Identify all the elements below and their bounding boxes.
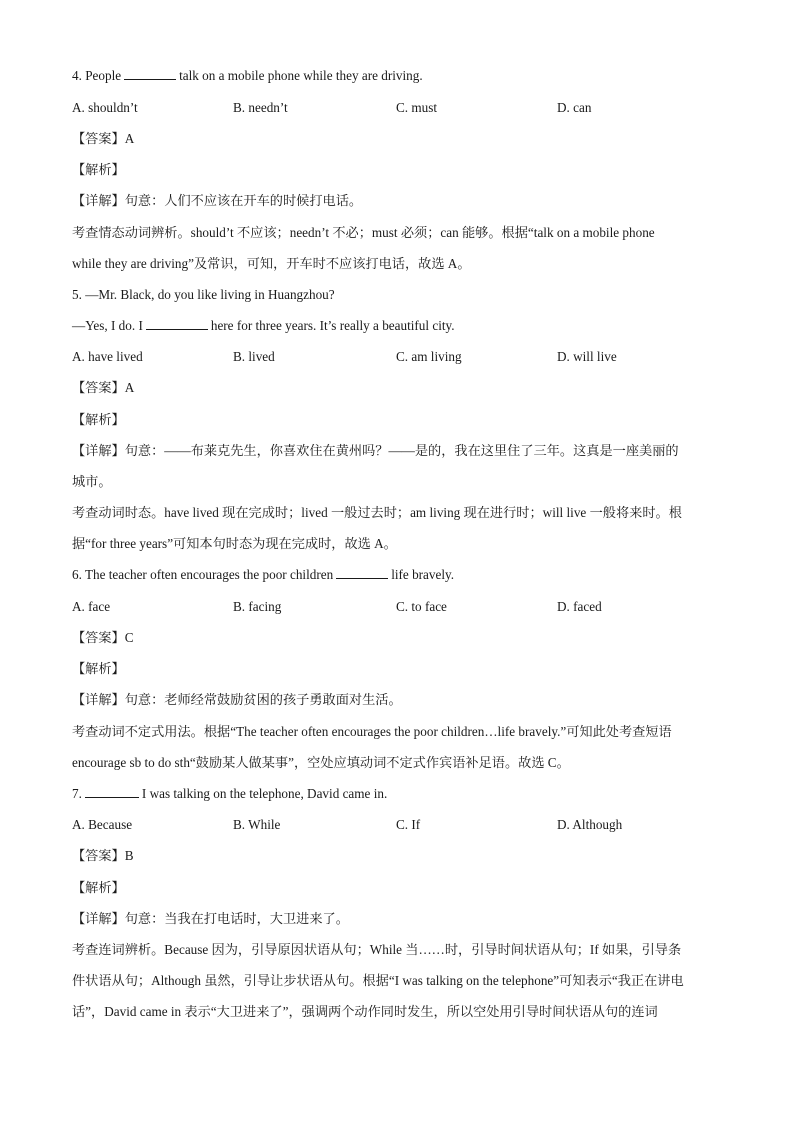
- stem-text: —Yes, I do. I: [72, 318, 143, 333]
- stem-text: life bravely.: [391, 567, 455, 582]
- option-d: D. can: [557, 100, 592, 115]
- option-a: A. have lived: [72, 349, 143, 364]
- explain-line: 考查动词时态。have lived 现在完成时；lived 一般过去时；am living 现在进行时；will live 一般将来时。根: [72, 505, 682, 520]
- answer-blank: [124, 68, 176, 80]
- question-6-stem: [72, 567, 454, 583]
- option-b: B. lived: [233, 349, 275, 364]
- answer-line: 【答案】A: [72, 131, 135, 146]
- explain-line: 件状语从句；Although 虽然，引导让步状语从句。根据“I was talking on the telephone”可知表示“我正在讲电: [72, 973, 684, 988]
- detail-line: 【详解】句意：——布莱克先生，你喜欢住在黄州吗？——是的，我在这里住了三年。这真是一座美丽的: [72, 443, 679, 458]
- stem-text: 6. The teacher often encourages the poor children: [72, 567, 334, 582]
- analysis-heading: 【解析】: [72, 661, 125, 676]
- stem-text: I was talking on the telephone, David came in.: [141, 786, 388, 801]
- analysis-heading: 【解析】: [72, 412, 125, 427]
- option-d: D. will live: [557, 349, 617, 364]
- explain-line: 考查连词辨析。Because 因为，引导原因状语从句；While 当……时，引导时间状语从句；If 如果，引导条: [72, 942, 682, 957]
- detail-line: 【详解】句意：当我在打电话时，大卫进来了。: [72, 911, 349, 926]
- answer-line: 【答案】C: [72, 630, 134, 645]
- question-7-stem: [72, 786, 387, 802]
- option-d: D. faced: [557, 599, 602, 614]
- explain-line: encourage sb to do sth“鼓励某人做某事”，空处应填动词不定式作宾语补足语。故选 C。: [72, 755, 570, 770]
- explain-line: 话”，David came in 表示“大卫进来了”，强调两个动作同时发生，所以空处用引导时间状语从句的连词: [72, 1004, 658, 1019]
- question-5-stem: [72, 318, 455, 334]
- explain-line: 据“for three years”可知本句时态为现在完成时，故选 A。: [72, 536, 397, 551]
- analysis-heading: 【解析】: [72, 162, 125, 177]
- option-a: A. shouldn’t: [72, 100, 138, 115]
- answer-blank: [85, 786, 139, 798]
- explain-line: 考查动词不定式用法。根据“The teacher often encourages the poor children…life bravely.”可知此处考查短语: [72, 724, 672, 739]
- answer-line: 【答案】B: [72, 848, 134, 863]
- explain-line: while they are driving”及常识，可知，开车时不应该打电话，故选 A。: [72, 256, 471, 271]
- option-a: A. face: [72, 599, 111, 614]
- analysis-heading: 【解析】: [72, 880, 125, 895]
- option-b: B. facing: [233, 599, 282, 614]
- stem-text: 7.: [72, 786, 82, 801]
- question-4-stem: [72, 68, 423, 84]
- stem-text: 4. People: [72, 68, 122, 83]
- question-5-stem: 5. —Mr. Black, do you like living in Huangzhou?: [72, 287, 335, 302]
- detail-line: 城市。: [72, 474, 112, 489]
- detail-line: 【详解】句意：人们不应该在开车的时候打电话。: [72, 193, 363, 208]
- stem-text: talk on a mobile phone while they are driving.: [179, 68, 423, 83]
- answer-line: 【答案】A: [72, 380, 135, 395]
- option-c: C. am living: [396, 349, 462, 364]
- option-d: D. Although: [557, 817, 623, 832]
- option-c: C. must: [396, 100, 438, 115]
- explain-line: 考查情态动词辨析。should’t 不应该；needn’t 不必；must 必须；can 能够。根据“talk on a mobile phone: [72, 225, 655, 240]
- option-b: B. needn’t: [233, 100, 288, 115]
- answer-blank: [146, 318, 208, 330]
- option-b: B. While: [233, 817, 281, 832]
- option-c: C. If: [396, 817, 421, 832]
- answer-blank: [336, 567, 388, 579]
- detail-line: 【详解】句意：老师经常鼓励贫困的孩子勇敢面对生活。: [72, 692, 402, 707]
- stem-text: here for three years. It’s really a beautiful city.: [210, 318, 455, 333]
- option-c: C. to face: [396, 599, 447, 614]
- option-a: A. Because: [72, 817, 133, 832]
